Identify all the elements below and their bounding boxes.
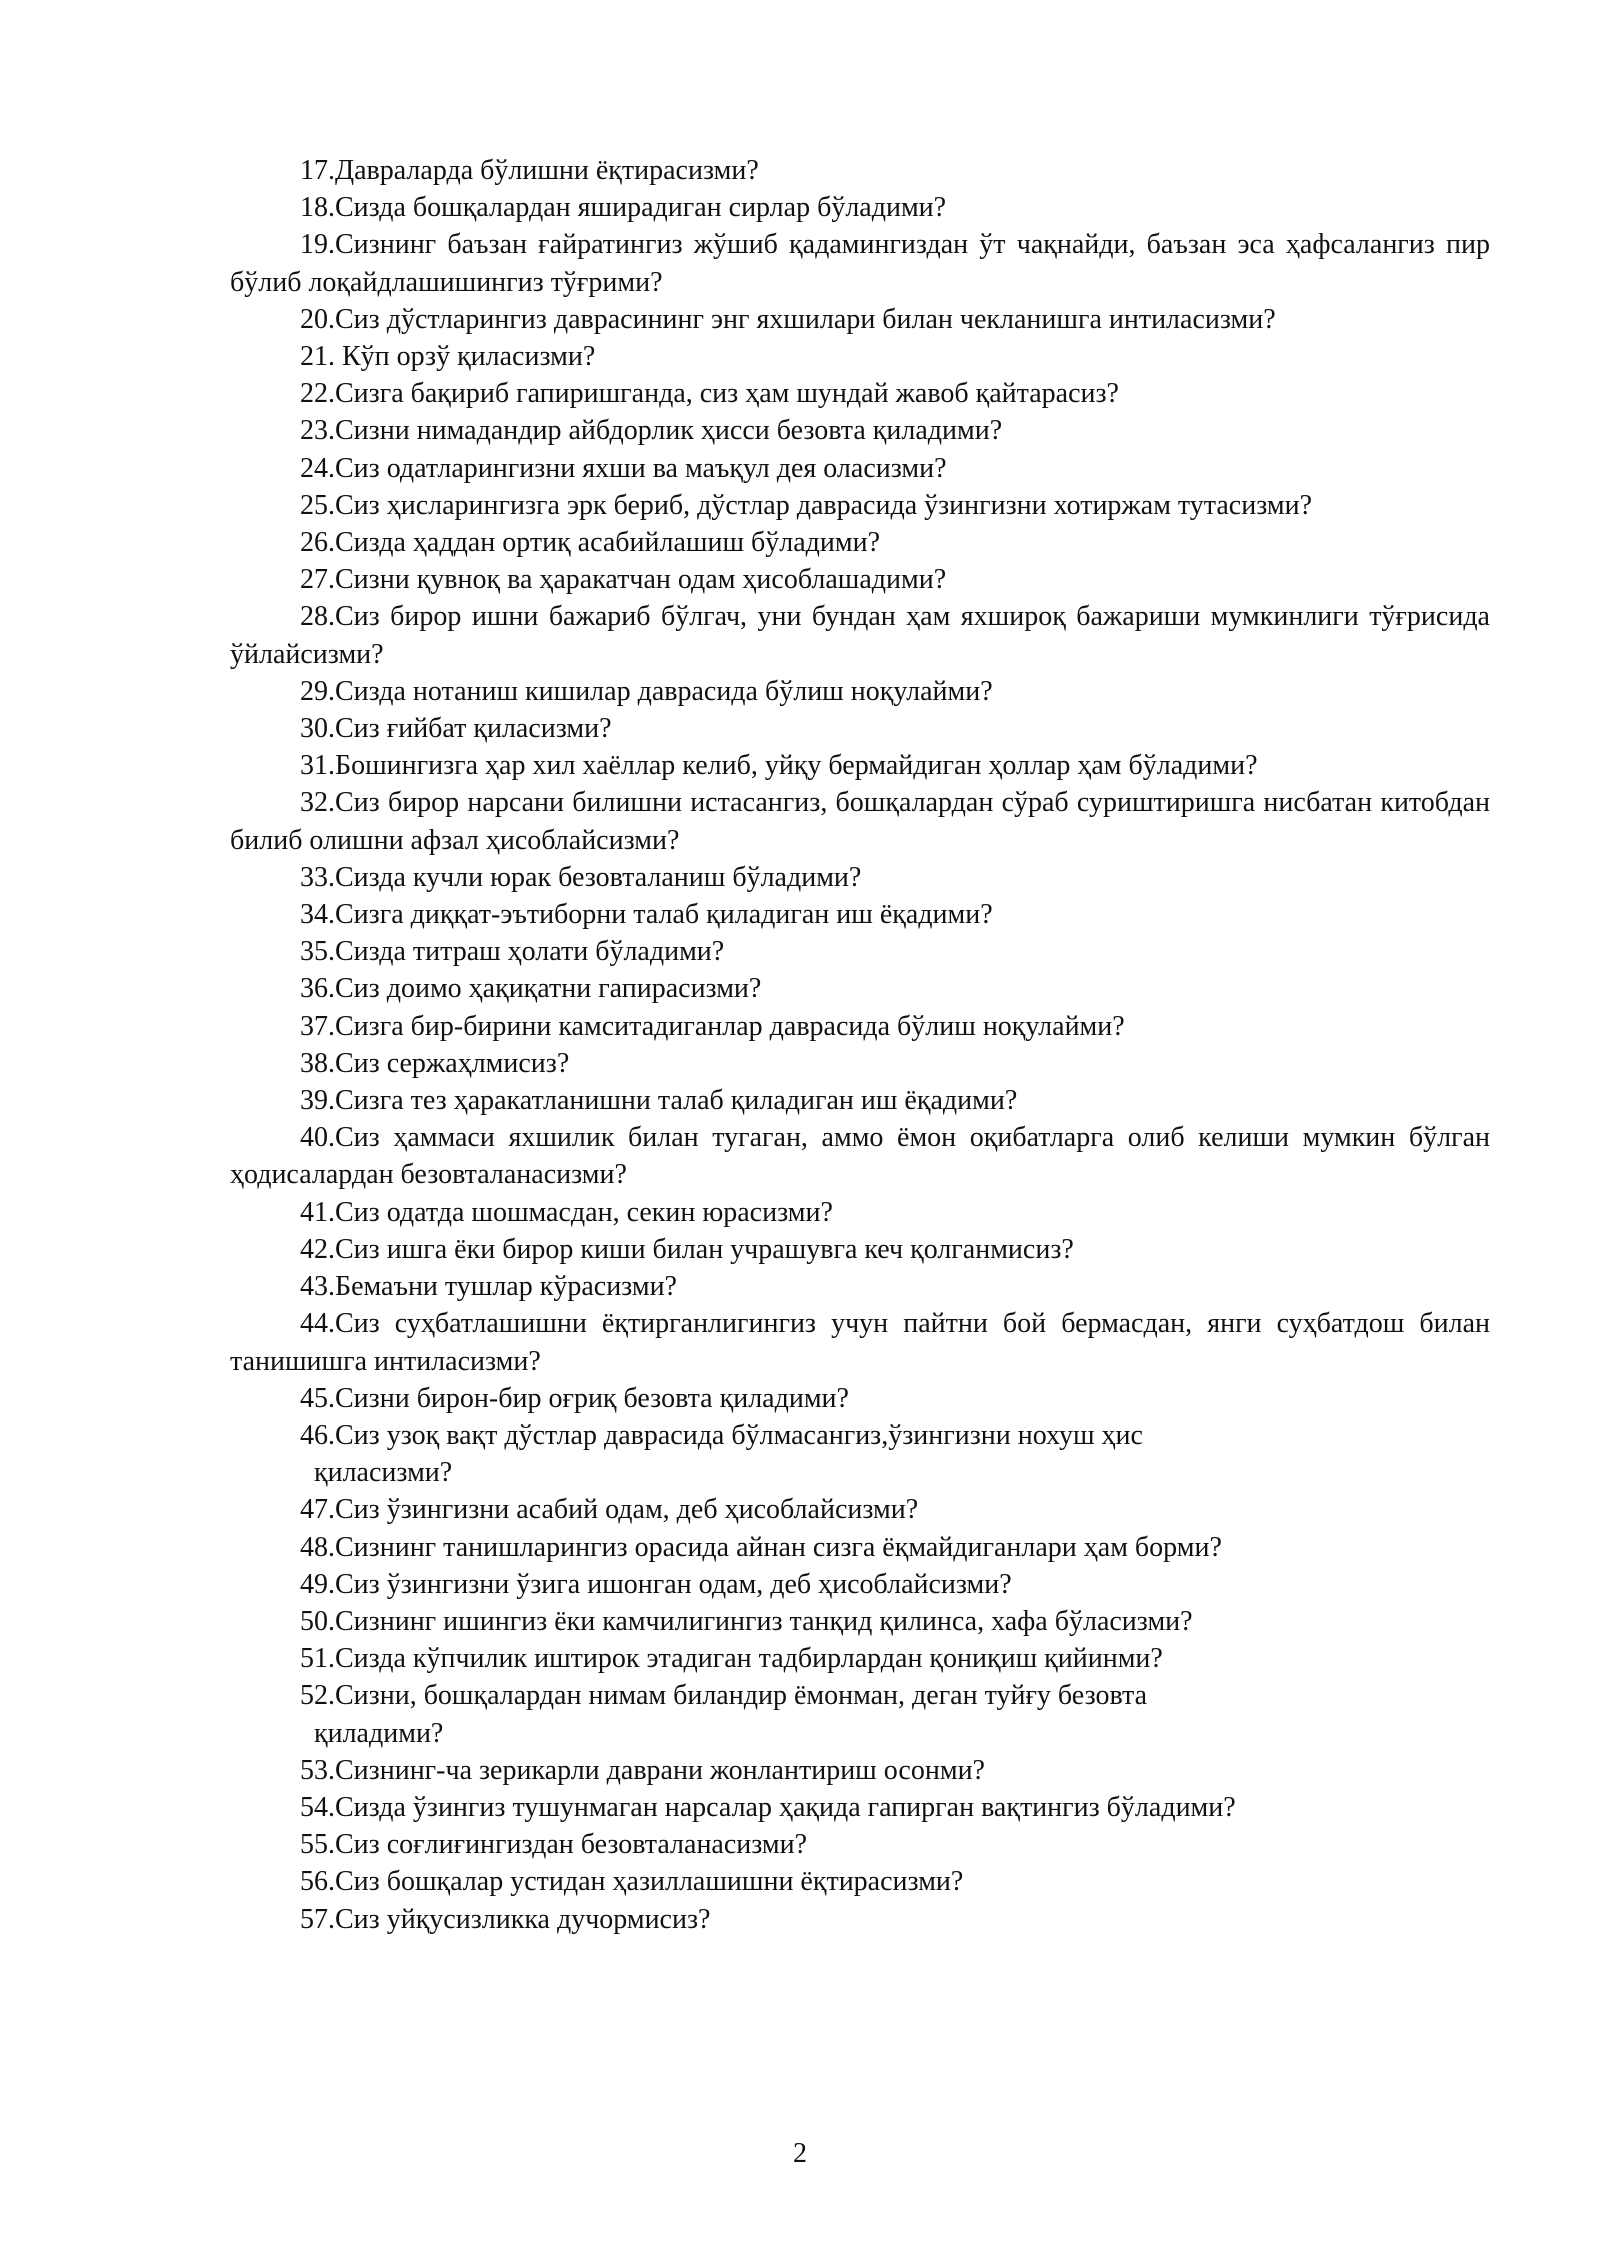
question-31: 31.Бошингизга ҳар хил хаёллар келиб, уйқу бермайдиган ҳоллар ҳам бўладими? bbox=[300, 750, 1258, 782]
question-29: 29.Сизда нотаниш кишилар даврасида бўлиш ноқулайми? bbox=[300, 675, 993, 707]
question-51: 51.Сизда кўпчилик иштирок этадиган тадбирлардан қониқиш қийинми? bbox=[300, 1643, 1163, 1675]
questionnaire-list bbox=[230, 152, 1490, 1938]
question-41: 41.Сиз одатда шошмасдан, секин юрасизми? bbox=[300, 1196, 833, 1228]
question-53: 53.Сизнинг-ча зерикарли даврани жонлантириш осонми? bbox=[300, 1754, 985, 1786]
question-56: 56.Сиз бошқалар устидан ҳазиллашишни ёқтирасизми? bbox=[300, 1866, 964, 1898]
question-17: 17.Давраларда бўлишни ёқтирасизми? bbox=[300, 155, 759, 186]
question-33: 33.Сизда кучли юрак безовталаниш бўладими? bbox=[300, 861, 862, 893]
question-37: 37.Сизга бир-бирини камситадиганлар даврасида бўлиш ноқулайми? bbox=[300, 1010, 1125, 1042]
question-23: 23.Сизни нимадандир айбдорлик ҳисси безовта қиладими? bbox=[300, 415, 1003, 447]
question-28: 28.Сиз бирор ишни бажариб бўлгач, уни бундан ҳам яхшироқ бажариши мумкинлиги тўғрисида ўйлайсизми? bbox=[230, 601, 1490, 670]
page-number: 2 bbox=[793, 2138, 807, 2169]
question-57: 57.Сиз уйқусизликка дучормисиз? bbox=[300, 1903, 711, 1935]
question-47: 47.Сиз ўзингизни асабий одам, деб ҳисоблайсизми? bbox=[300, 1494, 919, 1526]
question-25: 25.Сиз ҳисларингизга эрк бериб, дўстлар даврасида ўзингизни хотиржам тутасизми? bbox=[300, 489, 1313, 521]
question-26: 26.Сизда ҳаддан ортиқ асабийлашиш бўладими? bbox=[300, 527, 881, 559]
question-46-text: 46.Сиз узоқ вақт дўстлар даврасида бўлмасангиз,ўзингизни нохуш ҳис bbox=[300, 1419, 1143, 1451]
question-30: 30.Сиз ғийбат қиласизми? bbox=[300, 713, 612, 745]
question-49: 49.Сиз ўзингизни ўзига ишонган одам, деб ҳисоблайсизми? bbox=[300, 1568, 1012, 1600]
question-43: 43.Бемаъни тушлар кўрасизми? bbox=[300, 1271, 677, 1303]
question-32: 32.Сиз бирор нарсани билишни истасангиз, бошқалардан сўраб суриштиришга нисбатан китобдан билиб олишни афзал ҳисоблайсизми? bbox=[230, 787, 1490, 856]
question-21: 21. Кўп орзў қиласизми? bbox=[300, 341, 596, 373]
question-46-continuation: қиласизми? bbox=[314, 1457, 453, 1489]
question-35: 35.Сизда титраш ҳолати бўладими? bbox=[300, 936, 725, 968]
question-38: 38.Сиз сержаҳлмисиз? bbox=[300, 1047, 570, 1079]
question-20: 20.Сиз дўстларингиз даврасининг энг яхшилари билан чекланишга интиласизми? bbox=[300, 303, 1276, 335]
question-24: 24.Сиз одатларингизни яхши ва маъқул дея оласизми? bbox=[300, 452, 947, 484]
question-27: 27.Сизни қувноқ ва ҳаракатчан одам ҳисоблашадими? bbox=[300, 564, 947, 596]
question-54: 54.Сизда ўзингиз тушунмаган нарсалар ҳақида гапирган вақтингиз бўладими? bbox=[300, 1791, 1236, 1823]
question-42: 42.Сиз ишга ёки бирор киши билан учрашувга кеч қолганмисиз? bbox=[300, 1233, 1074, 1265]
question-39: 39.Сизга тез ҳаракатланишни талаб қиладиган иш ёқадими? bbox=[300, 1085, 1018, 1117]
question-19: 19.Сизнинг баъзан ғайратингиз жўшиб қадамингиздан ўт чақнайди, баъзан эса ҳафсалангиз пир бўлиб лоқайдлашишингиз тўғрими? bbox=[230, 229, 1490, 298]
question-52-text: 52.Сизни, бошқалардан нимам биландир ёмонман, деган туйғу безовта bbox=[300, 1680, 1147, 1712]
question-50: 50.Сизнинг ишингиз ёки камчилигингиз танқид қилинса, хафа бўласизми? bbox=[300, 1605, 1193, 1637]
question-40: 40.Сиз ҳаммаси яхшилик билан тугаган, аммо ёмон оқибатларга олиб келиши мумкин бўлган ҳодисалардан безовталанасизми? bbox=[230, 1122, 1490, 1191]
question-52 bbox=[230, 1677, 1490, 1751]
question-34: 34.Сизга диққат-эътиборни талаб қиладиган иш ёқадими? bbox=[300, 899, 993, 931]
question-44: 44.Сиз суҳбатлашишни ёқтирганлигингиз учун пайтни бой бермасдан, янги суҳбатдош билан танишишга интиласизми? bbox=[230, 1308, 1490, 1377]
question-45: 45.Сизни бирон-бир оғриқ безовта қиладими? bbox=[300, 1382, 849, 1414]
question-46 bbox=[230, 1417, 1490, 1491]
question-55: 55.Сиз соғлиғингиздан безовталанасизми? bbox=[300, 1829, 808, 1861]
question-18: 18.Сизда бошқалардан яширадиган сирлар бўладими? bbox=[300, 192, 947, 224]
question-48: 48.Сизнинг танишларингиз орасида айнан сизга ёқмайдиганлари ҳам борми? bbox=[300, 1531, 1222, 1563]
question-52-continuation: қиладими? bbox=[314, 1717, 444, 1749]
question-36: 36.Сиз доимо ҳақиқатни гапирасизми? bbox=[300, 973, 762, 1005]
question-22: 22.Сизга бақириб гапиришганда, сиз ҳам шундай жавоб қайтарасиз? bbox=[300, 378, 1119, 410]
